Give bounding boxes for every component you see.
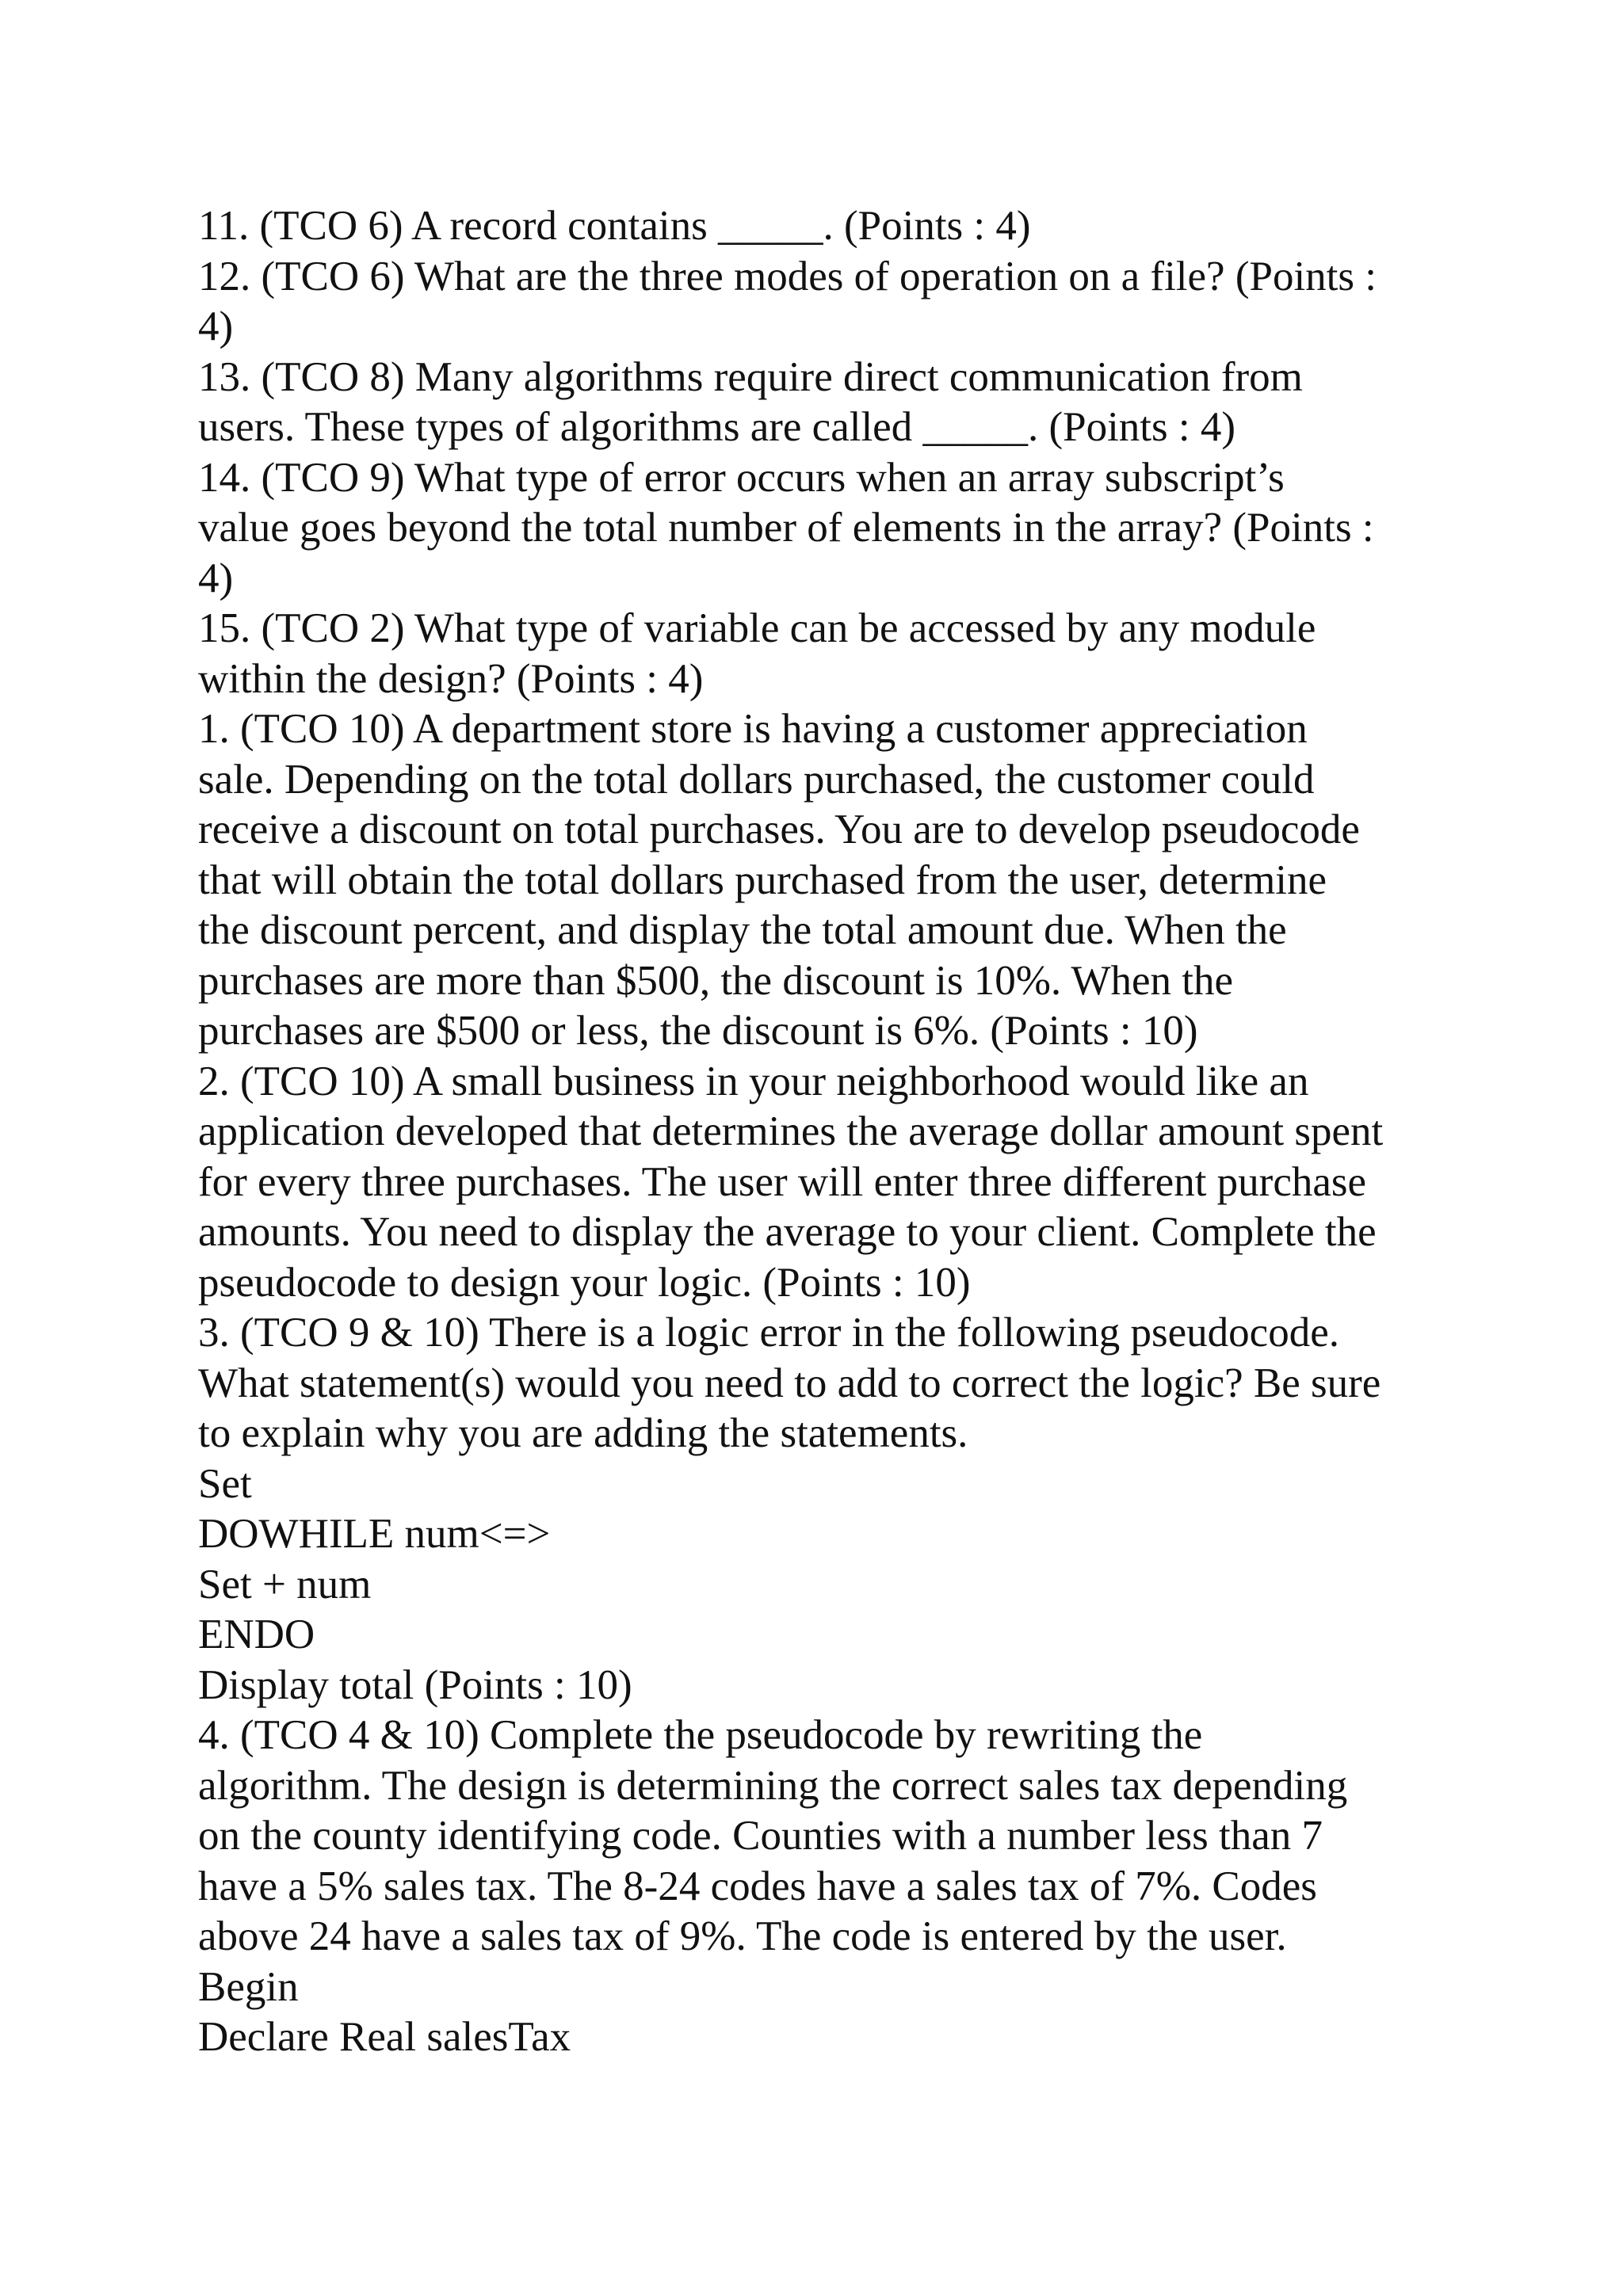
text-line: on the county identifying code. Counties with a number less than 7 bbox=[198, 1813, 1323, 1859]
text-line: to explain why you are adding the statements. bbox=[198, 1410, 968, 1456]
text-line: purchases are $500 or less, the discount is 6%. (Points : 10) bbox=[198, 1008, 1198, 1054]
text-line: 11. (TCO 6) A record contains _____. (Points : 4) bbox=[198, 203, 1031, 249]
text-line: above 24 have a sales tax of 9%. The code is entered by the user. bbox=[198, 1913, 1287, 1959]
text-line: 12. (TCO 6) What are the three modes of operation on a file? (Points : bbox=[198, 253, 1377, 299]
code-line: DOWHILE num<=> bbox=[198, 1511, 551, 1557]
code-line: ENDO bbox=[198, 1611, 315, 1657]
text-line: that will obtain the total dollars purchased from the user, determine bbox=[198, 856, 1327, 903]
text-line: have a 5% sales tax. The 8-24 codes have a sales tax of 7%. Codes bbox=[198, 1863, 1317, 1909]
code-line: Begin bbox=[198, 1963, 299, 2010]
text-line: amounts. You need to display the average to your client. Complete the bbox=[198, 1209, 1377, 1255]
code-line: Set + num bbox=[198, 1561, 372, 1608]
text-line: 4. (TCO 4 & 10) Complete the pseudocode by rewriting the bbox=[198, 1712, 1203, 1758]
text-line: 2. (TCO 10) A small business in your neighborhood would like an bbox=[198, 1058, 1309, 1104]
code-line: Set bbox=[198, 1460, 252, 1507]
code-line: Display total (Points : 10) bbox=[198, 1661, 632, 1708]
text-line: for every three purchases. The user will enter three different purchase bbox=[198, 1158, 1367, 1205]
text-line: 4) bbox=[198, 303, 234, 349]
text-line: the discount percent, and display the total amount due. When the bbox=[198, 907, 1287, 953]
text-line: purchases are more than $500, the discount is 10%. When the bbox=[198, 957, 1234, 1004]
text-line: 13. (TCO 8) Many algorithms require direct communication from bbox=[198, 353, 1303, 400]
text-line: 1. (TCO 10) A department store is having a customer appreciation bbox=[198, 706, 1308, 752]
text-line: What statement(s) would you need to add to correct the logic? Be sure bbox=[198, 1360, 1381, 1406]
text-line: value goes beyond the total number of elements in the array? (Points : bbox=[198, 505, 1374, 551]
text-line: users. These types of algorithms are called _____. (Points : 4) bbox=[198, 404, 1236, 450]
text-line: receive a discount on total purchases. You are to develop pseudocode bbox=[198, 807, 1360, 852]
text-line: pseudocode to design your logic. (Points : 10) bbox=[198, 1259, 971, 1306]
text-line: algorithm. The design is determining the correct sales tax depending bbox=[198, 1762, 1348, 1809]
text-line: within the design? (Points : 4) bbox=[198, 655, 704, 702]
document-page bbox=[198, 201, 1434, 2063]
text-line: 4) bbox=[198, 555, 234, 601]
text-line: 15. (TCO 2) What type of variable can be accessed by any module bbox=[198, 605, 1316, 651]
code-line: Declare Real salesTax bbox=[198, 2014, 571, 2060]
text-line: 3. (TCO 9 & 10) There is a logic error in the following pseudocode. bbox=[198, 1310, 1339, 1356]
text-line: sale. Depending on the total dollars purchased, the customer could bbox=[198, 756, 1315, 803]
text-line: application developed that determines the average dollar amount spent bbox=[198, 1108, 1384, 1154]
text-line: 14. (TCO 9) What type of error occurs when an array subscript’s bbox=[198, 454, 1285, 501]
